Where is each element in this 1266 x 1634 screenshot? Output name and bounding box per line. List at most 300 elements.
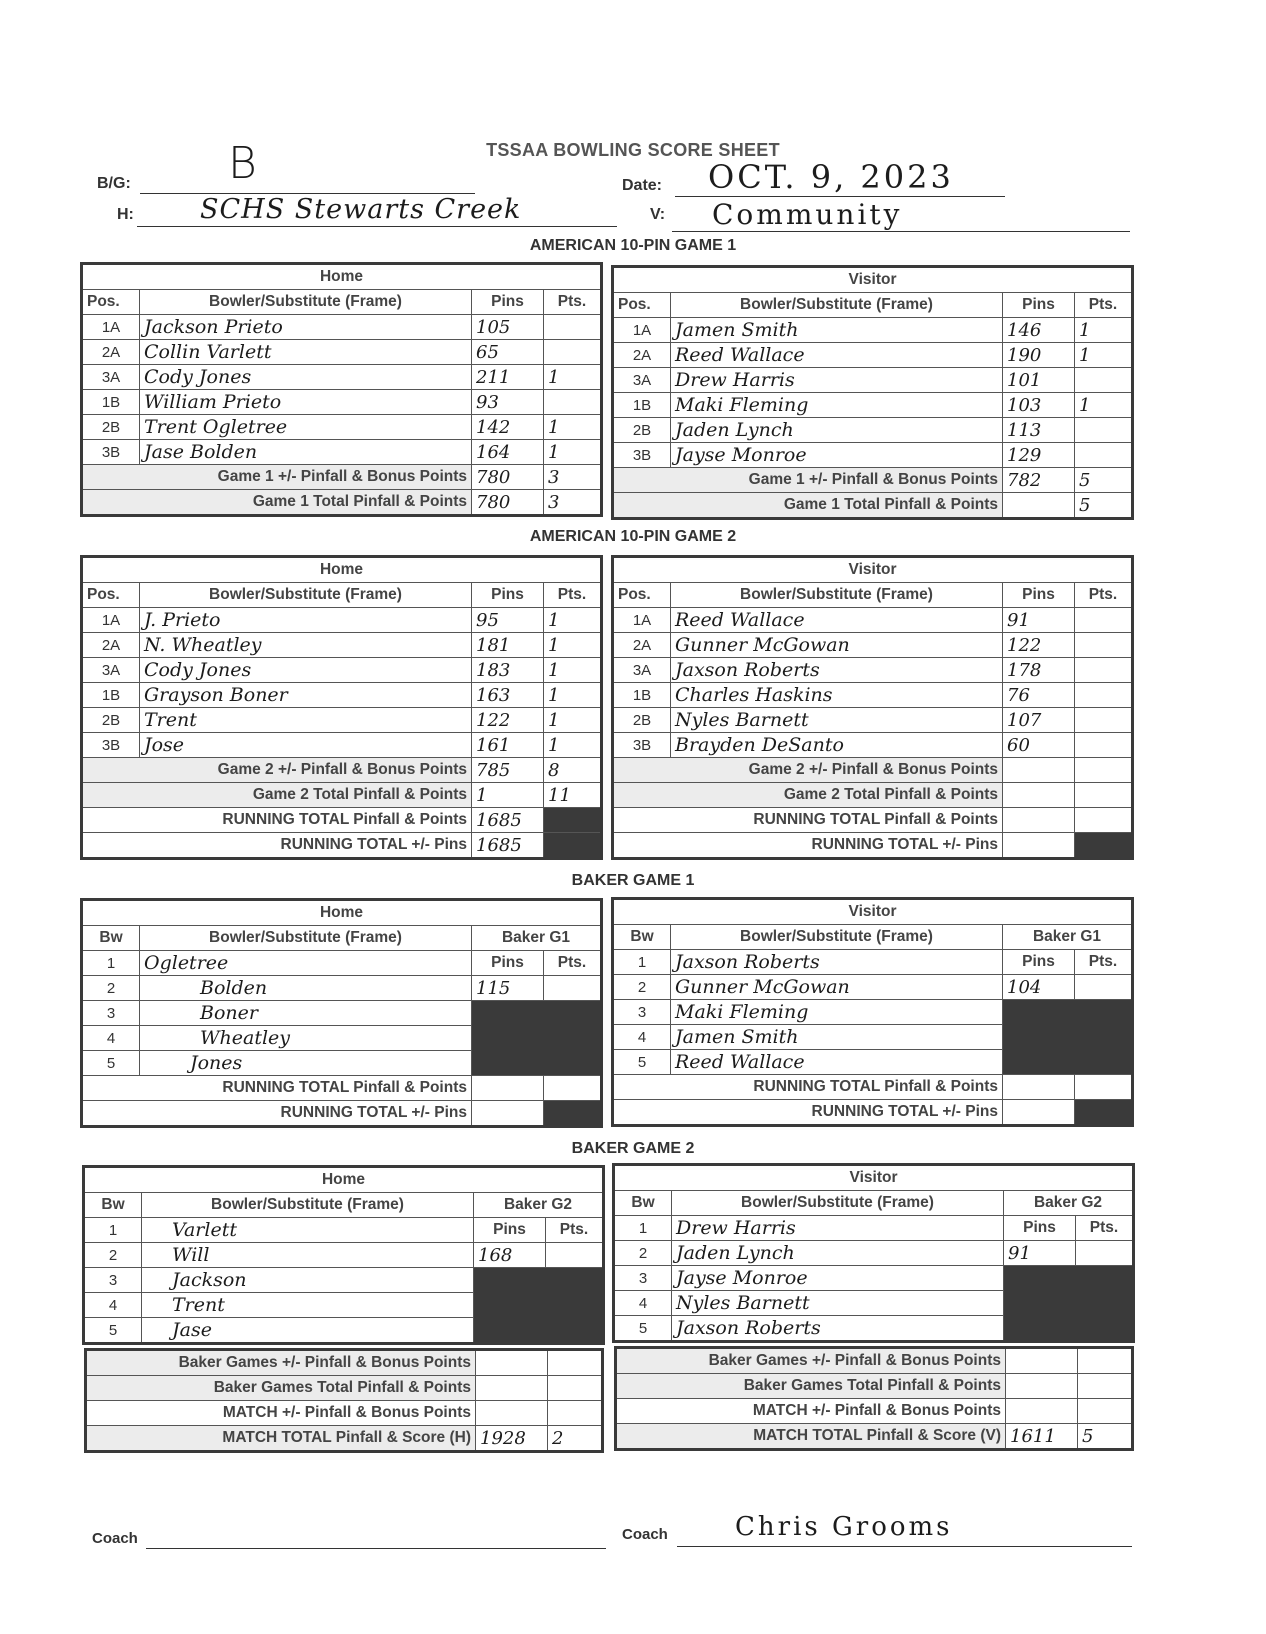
pins-cell[interactable]: 65 [472,340,544,365]
pins-cell[interactable]: 122 [472,708,544,733]
pins-cell[interactable]: 181 [472,633,544,658]
baker1-visitor-running-pins[interactable] [1003,1100,1075,1126]
bowler-cell[interactable]: Cody Jones [140,365,472,390]
pins-header: Pins [474,1218,546,1243]
pts-header: Pts. [544,583,602,608]
date-label: Date: [622,177,663,194]
pos-cell: 2B [82,415,140,440]
bw-cell: 3 [82,1001,140,1026]
pins-cell[interactable]: 146 [1003,318,1075,343]
pos-cell: 3A [613,368,671,393]
game2-visitor-running-pins[interactable] [1003,833,1075,859]
pts-cell[interactable]: 1 [544,683,602,708]
game2-visitor-total-pts[interactable] [1075,783,1133,808]
bowler-cell[interactable]: Reed Wallace [671,608,1003,633]
pins-cell[interactable]: 164 [472,440,544,465]
pins-cell[interactable]: 183 [472,658,544,683]
table-row [613,633,1133,658]
bowler-cell[interactable]: Trent [140,708,472,733]
bowler-cell[interactable]: Will [142,1243,474,1268]
pins-cell[interactable]: 95 [472,608,544,633]
bowler-cell[interactable]: Jaxson Roberts [671,950,1003,975]
pts-cell[interactable]: 1 [544,633,602,658]
visitor-coach-label: Coach [622,1526,668,1543]
game1-visitor-total-pts[interactable]: 5 [1075,493,1133,519]
bowler-cell[interactable]: Jaxson Roberts [672,1316,1004,1342]
game2-visitor-running-points-pts[interactable] [1075,808,1133,833]
baker1-home-table [80,898,603,1128]
visitor-header: Visitor [614,1165,1134,1191]
pos-header: Pos. [613,293,671,318]
bowler-cell[interactable]: Bolden [140,976,472,1001]
table-row [82,633,602,658]
pins-header: Pins [472,951,544,976]
shaded-cell [544,1101,602,1127]
pts-header: Pts. [1076,1216,1134,1241]
game2-home-total-pins[interactable]: 1 [472,783,544,808]
baker2-visitor-table [612,1163,1135,1343]
bowler-cell[interactable]: Boner [140,1001,472,1026]
pts-cell[interactable]: 1 [544,733,602,758]
pins-cell[interactable]: 178 [1003,658,1075,683]
bowler-cell[interactable]: Wheatley [140,1026,472,1051]
home-baker-total-pins[interactable] [476,1376,548,1401]
bowler-cell[interactable]: Jayse Monroe [671,443,1003,468]
pos-cell: 3B [82,733,140,758]
table-row [82,340,602,365]
pos-cell: 3B [613,733,671,758]
pts-header: Pts. [544,290,602,315]
game2-title: AMERICAN 10-PIN GAME 2 [529,528,737,545]
table-row [613,418,1133,443]
table-row [613,683,1133,708]
pos-header: Pos. [82,290,140,315]
pts-cell[interactable] [1075,633,1133,658]
bw-header: Bw [82,926,140,951]
table-row [82,683,602,708]
pts-cell[interactable] [1075,658,1133,683]
pos-cell: 2B [82,708,140,733]
game1-bonus-label: Game 1 +/- Pinfall & Bonus Points [82,465,472,490]
game2-home-running-pins[interactable]: 1685 [472,833,544,859]
game2-visitor-bonus-pts[interactable] [1075,758,1133,783]
bowler-cell[interactable]: Trent [142,1293,474,1318]
table-row [613,708,1133,733]
bowler-cell[interactable]: Jaden Lynch [672,1241,1004,1266]
table-row [82,390,602,415]
game1-total-label: Game 1 Total Pinfall & Points [613,493,1003,519]
pts-cell[interactable] [544,390,602,415]
pins-cell[interactable]: 161 [472,733,544,758]
bw-cell: 5 [613,1050,671,1075]
bowler-cell[interactable]: J. Prieto [140,608,472,633]
game2-total-label: Game 2 Total Pinfall & Points [613,783,1003,808]
baker2-home-pins[interactable]: 168 [474,1243,546,1268]
pts-cell[interactable]: 1 [544,608,602,633]
pos-cell: 1B [82,683,140,708]
shaded-cell [472,1001,602,1076]
game1-visitor-bonus-pts[interactable]: 5 [1075,468,1133,493]
bowler-cell[interactable]: Brayden DeSanto [671,733,1003,758]
game2-visitor-running-points[interactable] [1003,808,1075,833]
baker-total-label: Baker Games Total Pinfall & Points [616,1374,1006,1399]
visitor-header: Visitor [613,899,1133,925]
table-row [82,440,602,465]
pins-header: Pins [1003,293,1075,318]
home-baker-bonus-pins[interactable] [476,1350,548,1376]
visitor-baker-total-pins[interactable] [1006,1374,1078,1399]
pins-cell[interactable]: 93 [472,390,544,415]
pts-header: Pts. [544,951,602,976]
visitor-header: Visitor [613,557,1133,583]
baker1-home-pts[interactable] [544,976,602,1001]
game1-home-total-pts[interactable]: 3 [544,490,602,516]
bowler-cell[interactable]: Ogletree [140,951,472,976]
game1-title: AMERICAN 10-PIN GAME 1 [529,237,737,254]
pins-header: Pins [472,583,544,608]
bowler-cell[interactable]: Trent Ogletree [140,415,472,440]
baker-bonus-label: Baker Games +/- Pinfall & Bonus Points [86,1350,476,1376]
baker2-visitor-pins[interactable]: 91 [1004,1241,1076,1266]
pos-cell: 2B [613,708,671,733]
baker-g2-header: Baker G2 [1004,1191,1134,1216]
bowler-cell[interactable]: Maki Fleming [671,1000,1003,1025]
pts-header: Pts. [1075,950,1133,975]
baker1-visitor-running-points[interactable] [1003,1075,1075,1100]
pos-cell: 2A [82,633,140,658]
bw-cell: 1 [614,1216,672,1241]
game1-home-total-pins[interactable]: 780 [472,490,544,516]
pts-cell[interactable]: 1 [544,658,602,683]
bowler-cell[interactable]: Maki Fleming [671,393,1003,418]
shaded-cell [544,833,602,859]
table-row [613,318,1133,343]
pts-cell[interactable]: 1 [544,708,602,733]
bg-value: B [228,138,257,189]
table-row [613,368,1133,393]
pins-cell[interactable]: 190 [1003,343,1075,368]
bowler-cell[interactable]: Jase [142,1318,474,1344]
bowler-header: Bowler/Substitute (Frame) [140,583,472,608]
bowler-cell[interactable]: Jones [140,1051,472,1076]
match-total-visitor-label: MATCH TOTAL Pinfall & Score (V) [616,1424,1006,1450]
pins-header: Pins [1003,583,1075,608]
baker-g1-header: Baker G1 [1003,925,1133,950]
pins-header: Pins [1004,1216,1076,1241]
bowler-cell[interactable]: Jackson [142,1268,474,1293]
pins-cell[interactable]: 163 [472,683,544,708]
visitor-match-score[interactable]: 5 [1078,1424,1133,1450]
game1-home-bonus-pts[interactable]: 3 [544,465,602,490]
pos-cell: 2A [613,343,671,368]
pins-cell[interactable]: 211 [472,365,544,390]
shaded-cell [474,1268,604,1344]
bowler-cell[interactable]: N. Wheatley [140,633,472,658]
pts-cell[interactable] [1075,418,1133,443]
bowler-cell[interactable]: Collin Varlett [140,340,472,365]
pos-cell: 2A [82,340,140,365]
table-row [613,733,1133,758]
baker-g1-header: Baker G1 [472,926,602,951]
shaded-cell [1003,1000,1133,1075]
game2-home-bonus-pts[interactable]: 8 [544,758,602,783]
visitor-match-bonus-pins[interactable] [1006,1399,1078,1424]
bg-label: B/G: [97,175,131,192]
pins-cell[interactable]: 103 [1003,393,1075,418]
home-team-label: H: [117,206,134,223]
pts-header: Pts. [1075,583,1133,608]
game2-visitor-bonus-pins[interactable] [1003,758,1075,783]
pts-cell[interactable]: 1 [1075,393,1133,418]
bw-cell: 4 [82,1026,140,1051]
pts-header: Pts. [546,1218,604,1243]
game2-bonus-label: Game 2 +/- Pinfall & Bonus Points [82,758,472,783]
pts-cell[interactable] [1075,608,1133,633]
bw-header: Bw [614,1191,672,1216]
running-total-points-label: RUNNING TOTAL Pinfall & Points [613,808,1003,833]
baker-g2-header: Baker G2 [474,1193,604,1218]
bowler-header: Bowler/Substitute (Frame) [140,290,472,315]
baker2-visitor-pts[interactable] [1076,1241,1134,1266]
running-total-pins-label: RUNNING TOTAL +/- Pins [613,833,1003,859]
pos-cell: 1B [613,393,671,418]
home-match-pins[interactable]: 1928 [476,1426,548,1452]
summary-visitor-table [614,1346,1134,1451]
visitor-team-line [672,231,1130,232]
pos-cell: 1A [82,315,140,340]
baker1-visitor-pins[interactable]: 104 [1003,975,1075,1000]
match-bonus-label: MATCH +/- Pinfall & Bonus Points [616,1399,1006,1424]
pos-header: Pos. [613,583,671,608]
running-total-pins-label: RUNNING TOTAL +/- Pins [82,833,472,859]
visitor-baker-bonus-pins[interactable] [1006,1348,1078,1374]
summary-home-table [84,1348,604,1453]
pos-cell: 3A [613,658,671,683]
pts-cell[interactable]: 1 [1075,318,1133,343]
pts-cell[interactable] [1075,733,1133,758]
pos-cell: 1A [613,318,671,343]
table-row [82,708,602,733]
pins-cell[interactable]: 91 [1003,608,1075,633]
running-total-points-label: RUNNING TOTAL Pinfall & Points [82,808,472,833]
baker1-home-running-pins[interactable] [472,1101,544,1127]
pts-cell[interactable]: 1 [544,415,602,440]
bowler-cell[interactable]: Reed Wallace [671,1050,1003,1075]
pins-cell[interactable]: 107 [1003,708,1075,733]
baker1-home-running-pts[interactable] [544,1076,602,1101]
bowler-cell[interactable]: Grayson Boner [140,683,472,708]
pins-cell[interactable]: 142 [472,415,544,440]
bowler-header: Bowler/Substitute (Frame) [142,1193,474,1218]
bw-cell: 4 [614,1291,672,1316]
bowler-cell[interactable]: Jase Bolden [140,440,472,465]
game2-total-label: Game 2 Total Pinfall & Points [82,783,472,808]
home-header: Home [82,264,602,290]
pins-cell[interactable]: 122 [1003,633,1075,658]
bowler-header: Bowler/Substitute (Frame) [672,1191,1004,1216]
pins-cell[interactable]: 60 [1003,733,1075,758]
visitor-baker-bonus-pts[interactable] [1078,1348,1133,1374]
home-match-bonus-pins[interactable] [476,1401,548,1426]
bw-cell: 3 [614,1266,672,1291]
baker1-visitor-running-pts[interactable] [1075,1075,1133,1100]
bw-cell: 2 [82,976,140,1001]
bowler-cell[interactable]: Jamen Smith [671,1025,1003,1050]
bowler-header: Bowler/Substitute (Frame) [671,583,1003,608]
home-header: Home [82,900,602,926]
table-row [82,365,602,390]
pos-cell: 3A [82,658,140,683]
bowler-cell[interactable]: Gunner McGowan [671,975,1003,1000]
bowler-cell[interactable]: Varlett [142,1218,474,1243]
bowler-cell[interactable]: Reed Wallace [671,343,1003,368]
baker1-home-pins[interactable]: 115 [472,976,544,1001]
game1-total-label: Game 1 Total Pinfall & Points [82,490,472,516]
baker-total-label: Baker Games Total Pinfall & Points [86,1376,476,1401]
pts-cell[interactable] [544,340,602,365]
home-header: Home [84,1167,604,1193]
table-row [613,608,1133,633]
bw-header: Bw [613,925,671,950]
pts-cell[interactable] [1075,368,1133,393]
bw-cell: 5 [82,1051,140,1076]
bw-header: Bw [84,1193,142,1218]
table-row [613,393,1133,418]
pts-cell[interactable]: 1 [544,365,602,390]
pts-cell[interactable] [1075,443,1133,468]
bowler-header: Bowler/Substitute (Frame) [671,293,1003,318]
bowler-cell[interactable]: Jaden Lynch [671,418,1003,443]
game1-home-bonus-pins[interactable]: 780 [472,465,544,490]
bowler-header: Bowler/Substitute (Frame) [671,925,1003,950]
baker1-visitor-pts[interactable] [1075,975,1133,1000]
pos-cell: 2A [613,633,671,658]
bowler-header: Bowler/Substitute (Frame) [140,926,472,951]
pos-cell: 1A [82,608,140,633]
pos-cell: 1B [613,683,671,708]
bw-cell: 4 [84,1293,142,1318]
game1-home-table [80,262,603,517]
table-row [613,658,1133,683]
home-baker-total-pts[interactable] [548,1376,603,1401]
game2-home-total-pts[interactable]: 11 [544,783,602,808]
baker2-home-pts[interactable] [546,1243,604,1268]
bw-cell: 5 [84,1318,142,1344]
visitor-coach-line [677,1546,1132,1547]
pins-header: Pins [472,290,544,315]
table-row [82,415,602,440]
bw-cell: 4 [613,1025,671,1050]
baker2-home-table [82,1165,605,1345]
bowler-cell[interactable]: Drew Harris [671,368,1003,393]
pts-cell[interactable] [544,315,602,340]
running-total-pins-label: RUNNING TOTAL +/- Pins [82,1101,472,1127]
table-row [613,443,1133,468]
game1-visitor-bonus-pins[interactable]: 782 [1003,468,1075,493]
game1-visitor-total-pins[interactable] [1003,493,1075,519]
pins-header: Pins [1003,950,1075,975]
game2-home-running-points[interactable]: 1685 [472,808,544,833]
visitor-match-pins[interactable]: 1611 [1006,1424,1078,1450]
pos-header: Pos. [82,583,140,608]
game2-visitor-total-pins[interactable] [1003,783,1075,808]
bowler-cell[interactable]: Jose [140,733,472,758]
baker-bonus-label: Baker Games +/- Pinfall & Bonus Points [616,1348,1006,1374]
pts-cell[interactable] [1075,708,1133,733]
bowler-cell[interactable]: Jamen Smith [671,318,1003,343]
pts-cell[interactable]: 1 [544,440,602,465]
shaded-cell [1075,1100,1133,1126]
game1-visitor-table [611,265,1134,520]
pts-cell[interactable] [1075,683,1133,708]
baker1-visitor-table [611,897,1134,1127]
pins-cell[interactable]: 76 [1003,683,1075,708]
bowler-cell[interactable]: Jayse Monroe [672,1266,1004,1291]
visitor-coach-name[interactable]: Chris Grooms [735,1512,953,1542]
shaded-cell [1004,1266,1134,1342]
sheet-title: TSSAA BOWLING SCORE SHEET [486,140,780,160]
bowler-cell[interactable]: Nyles Barnett [671,708,1003,733]
home-match-bonus-pts[interactable] [548,1401,603,1426]
bw-cell: 1 [82,951,140,976]
visitor-team-label: V: [650,206,666,223]
pts-header: Pts. [1075,293,1133,318]
pins-cell[interactable]: 113 [1003,418,1075,443]
bowler-cell[interactable]: Nyles Barnett [672,1291,1004,1316]
bowler-cell[interactable]: Charles Haskins [671,683,1003,708]
bw-cell: 3 [84,1268,142,1293]
bowler-cell[interactable]: Jaxson Roberts [671,658,1003,683]
table-row [613,343,1133,368]
visitor-match-bonus-pts[interactable] [1078,1399,1133,1424]
pins-cell[interactable]: 101 [1003,368,1075,393]
bowler-cell[interactable]: Drew Harris [672,1216,1004,1241]
game2-bonus-label: Game 2 +/- Pinfall & Bonus Points [613,758,1003,783]
game1-bonus-label: Game 1 +/- Pinfall & Bonus Points [613,468,1003,493]
pins-cell[interactable]: 105 [472,315,544,340]
pos-cell: 1A [613,608,671,633]
visitor-baker-total-pts[interactable] [1078,1374,1133,1399]
date-value: OCT. 9, 2023 [708,158,954,196]
table-row [82,733,602,758]
pts-cell[interactable]: 1 [1075,343,1133,368]
baker1-home-running-points[interactable] [472,1076,544,1101]
pos-cell: 3B [82,440,140,465]
pos-cell: 1B [82,390,140,415]
bowler-cell[interactable]: Cody Jones [140,658,472,683]
bw-cell: 2 [613,975,671,1000]
table-row [82,608,602,633]
bowler-cell[interactable]: William Prieto [140,390,472,415]
home-coach-line [146,1548,606,1549]
bowler-cell[interactable]: Gunner McGowan [671,633,1003,658]
game2-home-table [80,555,603,860]
match-bonus-label: MATCH +/- Pinfall & Bonus Points [86,1401,476,1426]
running-total-points-label: RUNNING TOTAL Pinfall & Points [613,1075,1003,1100]
bw-cell: 5 [614,1316,672,1342]
bowler-cell[interactable]: Jackson Prieto [140,315,472,340]
visitor-team-value: Community [712,198,903,231]
home-team-line [137,226,617,227]
baker2-title: BAKER GAME 2 [571,1140,695,1157]
table-row [82,315,602,340]
visitor-header: Visitor [613,267,1133,293]
home-match-score[interactable]: 2 [548,1426,603,1452]
home-baker-bonus-pts[interactable] [548,1350,603,1376]
pins-cell[interactable]: 129 [1003,443,1075,468]
shaded-cell [1075,833,1133,859]
game2-home-bonus-pins[interactable]: 785 [472,758,544,783]
